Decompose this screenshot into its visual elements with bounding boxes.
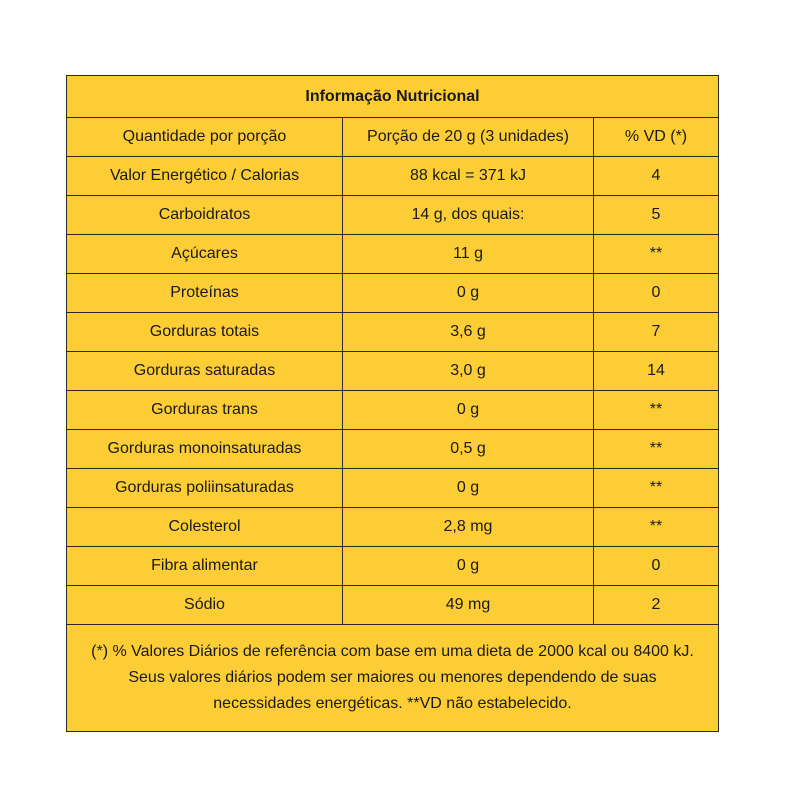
nutrient-name: Sódio — [67, 586, 343, 625]
nutrient-amount: 49 mg — [343, 586, 594, 625]
header-portion: Porção de 20 g (3 unidades) — [343, 118, 594, 157]
nutrient-name: Valor Energético / Calorias — [67, 157, 343, 196]
nutrient-name: Proteínas — [67, 274, 343, 313]
table-row — [67, 469, 719, 508]
table-row — [67, 235, 719, 274]
nutrient-amount: 0 g — [343, 391, 594, 430]
nutrient-name: Gorduras monoinsaturadas — [67, 430, 343, 469]
nutrient-vd: 2 — [594, 586, 719, 625]
nutrient-vd: 0 — [594, 547, 719, 586]
nutrient-vd: ** — [594, 508, 719, 547]
table-row — [67, 508, 719, 547]
table-title: Informação Nutricional — [67, 76, 719, 118]
nutrient-name: Carboidratos — [67, 196, 343, 235]
table-row — [67, 352, 719, 391]
nutrient-amount: 0 g — [343, 274, 594, 313]
title-row — [67, 76, 719, 118]
nutrient-amount: 3,0 g — [343, 352, 594, 391]
footnote: (*) % Valores Diários de referência com base em uma dieta de 2000 kcal ou 8400 kJ. Seus valores diários podem ser maiores ou menores dependendo de suas necessidades energéticas. **VD não estabelecido. — [67, 625, 719, 732]
nutrient-vd: ** — [594, 469, 719, 508]
nutrient-amount: 88 kcal = 371 kJ — [343, 157, 594, 196]
nutrient-amount: 0 g — [343, 547, 594, 586]
nutrient-name: Colesterol — [67, 508, 343, 547]
nutrient-name: Açúcares — [67, 235, 343, 274]
nutrient-name: Fibra alimentar — [67, 547, 343, 586]
nutrient-amount: 2,8 mg — [343, 508, 594, 547]
nutrition-facts-table — [66, 75, 719, 732]
nutrient-vd: 14 — [594, 352, 719, 391]
nutrient-vd: 4 — [594, 157, 719, 196]
nutrient-name: Gorduras trans — [67, 391, 343, 430]
table-row — [67, 313, 719, 352]
nutrient-name: Gorduras poliinsaturadas — [67, 469, 343, 508]
nutrient-vd: 7 — [594, 313, 719, 352]
table-row — [67, 430, 719, 469]
header-quantity: Quantidade por porção — [67, 118, 343, 157]
nutrient-vd: 0 — [594, 274, 719, 313]
nutrient-amount: 0,5 g — [343, 430, 594, 469]
nutrient-vd: 5 — [594, 196, 719, 235]
footnote-row — [67, 625, 719, 732]
table-row — [67, 586, 719, 625]
nutrient-vd: ** — [594, 391, 719, 430]
nutrient-amount: 11 g — [343, 235, 594, 274]
nutrient-vd: ** — [594, 430, 719, 469]
header-row — [67, 118, 719, 157]
nutrient-name: Gorduras totais — [67, 313, 343, 352]
header-vd: % VD (*) — [594, 118, 719, 157]
nutrient-vd: ** — [594, 235, 719, 274]
nutrient-amount: 0 g — [343, 469, 594, 508]
table-row — [67, 391, 719, 430]
table-row — [67, 196, 719, 235]
nutrient-name: Gorduras saturadas — [67, 352, 343, 391]
nutrient-amount: 3,6 g — [343, 313, 594, 352]
table-row — [67, 274, 719, 313]
table-row — [67, 157, 719, 196]
table-row — [67, 547, 719, 586]
nutrient-amount: 14 g, dos quais: — [343, 196, 594, 235]
